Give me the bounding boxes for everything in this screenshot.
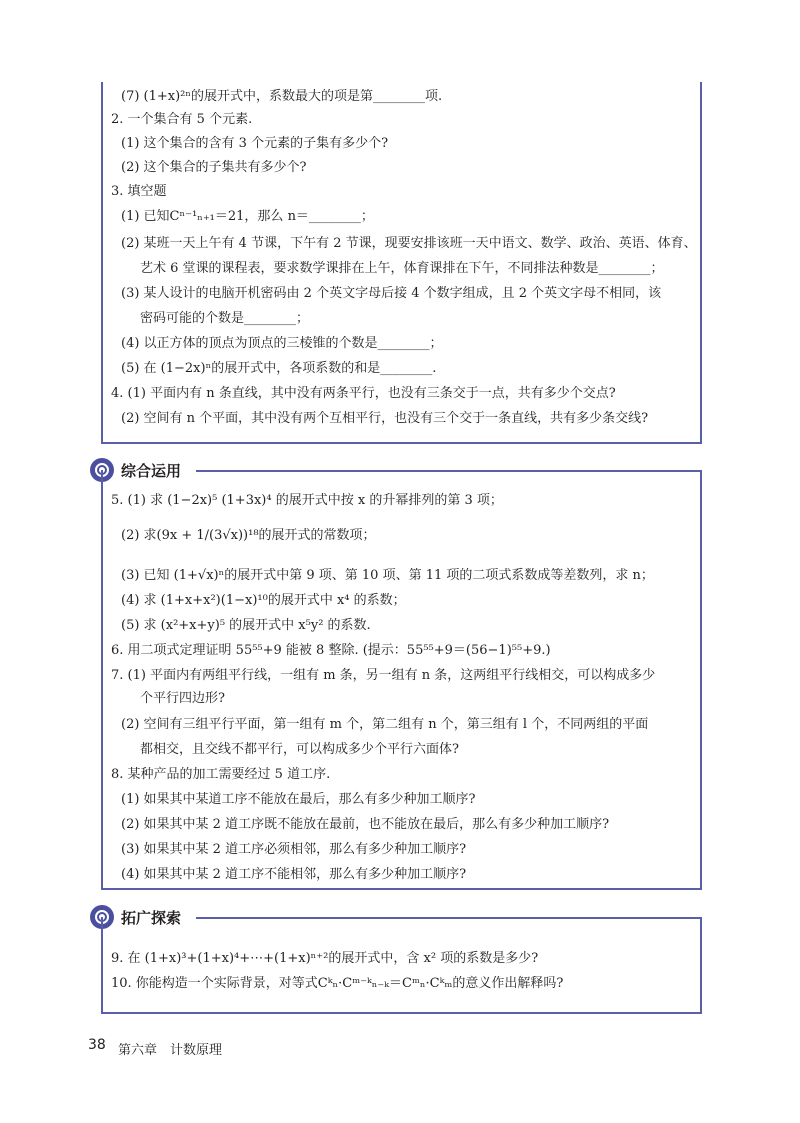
exercise-line: 艺术 6 堂课的课程表，要求数学课排在上午，体育课排在下午，不同排法种数是________； (140, 261, 664, 276)
exercise-line: 10. 你能构造一个实际背景，对等式Cᵏₙ·Cᵐ⁻ᵏₙ₋ₖ＝Cᵐₙ·Cᵏₘ的意义作出解释吗? (111, 976, 564, 991)
exercise-line: (2) 这个集合的子集共有多少个? (121, 160, 307, 175)
exercise-line: 9. 在 (1+x)³+(1+x)⁴+⋯+(1+x)ⁿ⁺²的展开式中，含 x² 项的系数是多少? (111, 951, 539, 966)
exercise-line: (2) 空间有 n 个平面，其中没有两个互相平行，也没有三个交于一条直线，共有多少条交线? (121, 411, 649, 426)
exercise-line: (4) 如果其中某 2 道工序不能相邻，那么有多少种加工顺序? (121, 867, 467, 882)
exercise-line: 4. (1) 平面内有 n 条直线，其中没有两条平行，也没有三条交于一点，共有多少个交点? (111, 386, 616, 401)
exercise-line: 8. 某种产品的加工需要经过 5 道工序. (111, 767, 331, 782)
exercise-line: (3) 某人设计的电脑开机密码由 2 个英文字母后接 4 个数字组成，且 2 个英文字母不相同，该 (121, 286, 662, 301)
exercise-line: (2) 求(9x + 1/(3√x))¹⁸的展开式的常数项； (121, 528, 376, 543)
exercise-line: (4) 以正方体的顶点为顶点的三棱锥的个数是________； (121, 336, 443, 351)
exercise-line: 3. 填空题 (111, 184, 167, 199)
exercise-line: (3) 如果其中某 2 道工序必须相邻，那么有多少种加工顺序? (121, 842, 467, 857)
exercise-line: (2) 空间有三组平行平面，第一组有 m 个，第二组有 n 个，第三组有 l 个，不同两组的平面 (121, 717, 649, 732)
exercise-line: (4) 求 (1+x+x²)(1−x)¹⁰的展开式中 x⁴ 的系数； (121, 593, 406, 608)
page-number: 38 (88, 1037, 106, 1053)
section-title-comprehensive: 综合运用 (121, 462, 182, 480)
exercise-line: 个平行四边形? (140, 691, 225, 706)
exercise-line: (1) 如果其中某道工序不能放在最后，那么有多少种加工顺序? (121, 792, 476, 807)
exercise-line: (1) 这个集合的含有 3 个元素的子集有多少个? (121, 136, 389, 151)
exercise-line: (2) 如果其中某 2 道工序既不能放在最前，也不能放在最后，那么有多少种加工顺序? (121, 817, 610, 832)
exercise-line: (1) 已知Cⁿ⁻¹ₙ₊₁＝21，那么 n＝________； (121, 209, 374, 224)
exercise-line: (3) 已知 (1+√x)ⁿ的展开式中第 9 项、第 10 项、第 11 项的二项式系数成等差数列，求 n； (121, 568, 654, 583)
exercise-line: (2) 某班一天上午有 4 节课，下午有 2 节课，现要安排该班一天中语文、数学、政治、英语、体育、 (121, 236, 697, 251)
exercise-line: 密码可能的个数是________； (140, 311, 310, 326)
exercise-line: (5) 在 (1−2x)ⁿ的展开式中，各项系数的和是________. (121, 361, 437, 376)
exercise-line: 2. 一个集合有 5 个元素. (111, 112, 253, 127)
exercise-line: 7. (1) 平面内有两组平行线，一组有 m 条，另一组有 n 条，这两组平行线相交，可以构成多少 (111, 668, 656, 683)
exercise-line: 5. (1) 求 (1−2x)⁵ (1+3x)⁴ 的展开式中按 x 的升幂排列的第 3 项； (111, 493, 503, 508)
section-title-exploration: 拓广探索 (121, 909, 182, 927)
chapter-title: 第六章 计数原理 (118, 1043, 223, 1058)
exercise-line: 6. 用二项式定理证明 55⁵⁵+9 能被 8 整除. (提示：55⁵⁵+9＝(56−1)⁵⁵+9.) (111, 643, 551, 658)
exercise-line: (5) 求 (x²+x+y)⁵ 的展开式中 x⁵y² 的系数. (121, 618, 371, 633)
exercise-line: (7) (1+x)²ⁿ的展开式中，系数最大的项是第________项. (121, 89, 443, 104)
exercise-line: 都相交，且交线不都平行，可以构成多少个平行六面体? (140, 742, 459, 757)
